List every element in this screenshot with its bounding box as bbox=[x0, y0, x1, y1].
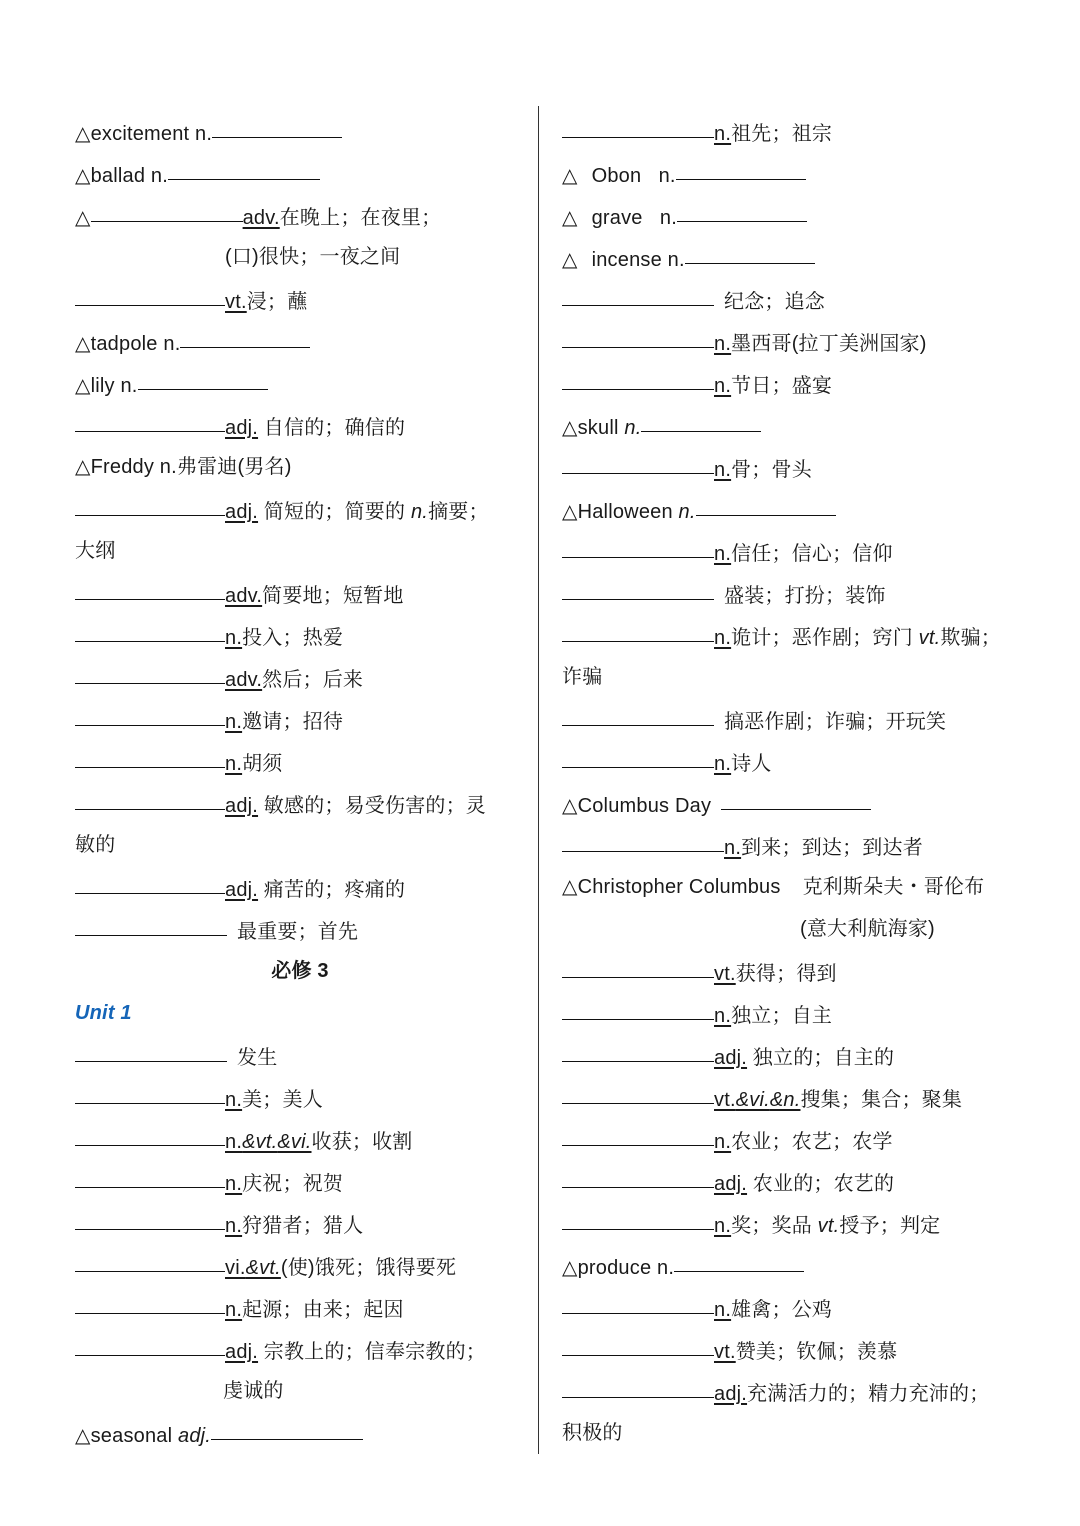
triangle-icon: △ bbox=[562, 876, 578, 898]
answer-blank[interactable] bbox=[212, 115, 342, 138]
vocab-row: vt.获得；得到 bbox=[562, 955, 837, 987]
answer-blank[interactable] bbox=[562, 1291, 714, 1314]
vocab-row: 积极的 bbox=[562, 1422, 623, 1444]
vocab-row: adj. 独立的；自主的 bbox=[562, 1039, 894, 1071]
vocab-row: n.诡计；恶作剧；窍门 vt.欺骗； bbox=[562, 619, 1001, 651]
section-title: 必修 3 bbox=[271, 960, 329, 982]
answer-blank[interactable] bbox=[75, 787, 225, 810]
answer-blank[interactable] bbox=[75, 1207, 225, 1230]
vocab-row: n.奖；奖品 vt.授予；判定 bbox=[562, 1207, 940, 1239]
answer-blank[interactable] bbox=[562, 703, 714, 726]
triangle-icon: △ bbox=[562, 1257, 578, 1279]
answer-blank[interactable] bbox=[75, 1291, 225, 1314]
answer-blank[interactable] bbox=[138, 367, 268, 390]
vocab-row: n.祖先；祖宗 bbox=[562, 115, 832, 147]
vocab-row: △produce n. bbox=[562, 1249, 804, 1281]
answer-blank[interactable] bbox=[562, 619, 714, 642]
answer-blank[interactable] bbox=[685, 241, 815, 264]
vocab-row: 盛装；打扮；装饰 bbox=[562, 577, 886, 609]
vocab-row: △seasonal adj. bbox=[75, 1417, 363, 1449]
vocab-row: adj. 简短的；简要的 n.摘要； bbox=[75, 493, 489, 525]
answer-blank[interactable] bbox=[562, 1333, 714, 1356]
vocab-row: △Christopher Columbus 克利斯朵夫・哥伦布 bbox=[562, 876, 985, 898]
vocab-row: n.墨西哥(拉丁美洲国家) bbox=[562, 325, 927, 357]
triangle-icon: △ bbox=[75, 333, 91, 355]
answer-blank[interactable] bbox=[562, 745, 714, 768]
vocab-row: adv.然后；后来 bbox=[75, 661, 363, 693]
vocab-row: △ Obon n. bbox=[562, 157, 806, 189]
vocab-row: vt.赞美；钦佩；羡慕 bbox=[562, 1333, 897, 1365]
answer-blank[interactable] bbox=[562, 1207, 714, 1230]
answer-blank[interactable] bbox=[168, 157, 320, 180]
vocab-row: adj. 痛苦的；疼痛的 bbox=[75, 871, 405, 903]
answer-blank[interactable] bbox=[696, 493, 836, 516]
answer-blank[interactable] bbox=[75, 1081, 225, 1104]
triangle-icon: △ bbox=[562, 207, 578, 229]
triangle-icon: △ bbox=[562, 165, 578, 187]
answer-blank[interactable] bbox=[562, 1081, 714, 1104]
vocab-row: adj. 农业的；农艺的 bbox=[562, 1165, 894, 1197]
answer-blank[interactable] bbox=[75, 913, 227, 936]
vocab-row: (意大利航海家) bbox=[800, 918, 935, 940]
answer-blank[interactable] bbox=[75, 1123, 225, 1146]
answer-blank[interactable] bbox=[75, 745, 225, 768]
vocab-row: adv.简要地；短暂地 bbox=[75, 577, 404, 609]
answer-blank[interactable] bbox=[75, 703, 225, 726]
vocab-row: △tadpole n. bbox=[75, 325, 310, 357]
vocab-row: △Freddy n.弗雷迪(男名) bbox=[75, 456, 292, 478]
answer-blank[interactable] bbox=[562, 535, 714, 558]
triangle-icon: △ bbox=[75, 165, 91, 187]
vocab-row: (口)很快；一夜之间 bbox=[225, 246, 401, 268]
answer-blank[interactable] bbox=[562, 451, 714, 474]
vocab-row: adj. 自信的；确信的 bbox=[75, 409, 405, 441]
answer-blank[interactable] bbox=[562, 367, 714, 390]
vocab-row: adj. 敏感的；易受伤害的；灵 bbox=[75, 787, 486, 819]
vocab-row: n.节日；盛宴 bbox=[562, 367, 832, 399]
vocab-row: n.到来；到达；到达者 bbox=[562, 829, 923, 861]
vocab-row: n.诗人 bbox=[562, 745, 772, 777]
vocab-row: 纪念；追念 bbox=[562, 283, 825, 315]
answer-blank[interactable] bbox=[75, 283, 225, 306]
vocab-row: n.狩猎者；猎人 bbox=[75, 1207, 363, 1239]
answer-blank[interactable] bbox=[75, 1039, 227, 1062]
vocab-row: △Halloween n. bbox=[562, 493, 836, 525]
answer-blank[interactable] bbox=[641, 409, 761, 432]
vocab-row: 虔诚的 bbox=[223, 1380, 284, 1402]
triangle-icon: △ bbox=[75, 1425, 91, 1447]
triangle-icon: △ bbox=[75, 207, 91, 229]
triangle-icon: △ bbox=[562, 417, 578, 439]
vocab-row: n.信任；信心；信仰 bbox=[562, 535, 893, 567]
vocab-row: 诈骗 bbox=[562, 666, 603, 688]
vocab-row: 大纲 bbox=[75, 540, 116, 562]
triangle-icon: △ bbox=[562, 249, 578, 271]
vocab-row: 敏的 bbox=[75, 834, 116, 856]
vocab-row: n.独立；自主 bbox=[562, 997, 832, 1029]
answer-blank[interactable] bbox=[677, 199, 807, 222]
vocab-row: n.&vt.&vi.收获；收割 bbox=[75, 1123, 413, 1155]
vocab-row: n.起源；由来；起因 bbox=[75, 1291, 404, 1323]
answer-blank[interactable] bbox=[676, 157, 806, 180]
vocab-row: n.农业；农艺；农学 bbox=[562, 1123, 893, 1155]
triangle-icon: △ bbox=[562, 795, 578, 817]
vocab-row: vt.&vi.&n.搜集；集合；聚集 bbox=[562, 1081, 962, 1113]
answer-blank[interactable] bbox=[562, 115, 714, 138]
answer-blank[interactable] bbox=[562, 829, 724, 852]
triangle-icon: △ bbox=[75, 123, 91, 145]
triangle-icon: △ bbox=[75, 375, 91, 397]
triangle-icon: △ bbox=[75, 456, 91, 478]
vocab-row: 最重要；首先 bbox=[75, 913, 358, 945]
vocab-row: n.美；美人 bbox=[75, 1081, 323, 1113]
vocab-row: adj. 宗教上的；信奉宗教的； bbox=[75, 1333, 486, 1365]
answer-blank[interactable] bbox=[75, 1165, 225, 1188]
answer-blank[interactable] bbox=[75, 1333, 225, 1356]
vocab-row: △Columbus Day bbox=[562, 787, 871, 819]
answer-blank[interactable] bbox=[91, 199, 243, 222]
column-divider bbox=[538, 106, 539, 1454]
answer-blank[interactable] bbox=[75, 493, 225, 516]
answer-blank[interactable] bbox=[75, 409, 225, 432]
answer-blank[interactable] bbox=[562, 997, 714, 1020]
vocab-row: n.投入；热爱 bbox=[75, 619, 343, 651]
vocab-row: △ incense n. bbox=[562, 241, 815, 273]
vocab-row: n.雄禽；公鸡 bbox=[562, 1291, 832, 1323]
vocab-row: △skull n. bbox=[562, 409, 761, 441]
answer-blank[interactable] bbox=[75, 1249, 225, 1272]
vocab-row: △ballad n. bbox=[75, 157, 320, 189]
answer-blank[interactable] bbox=[180, 325, 310, 348]
answer-blank[interactable] bbox=[721, 787, 871, 810]
unit-heading: Unit 1 bbox=[75, 1002, 132, 1024]
answer-blank[interactable] bbox=[75, 619, 225, 642]
answer-blank[interactable] bbox=[674, 1249, 804, 1272]
answer-blank[interactable] bbox=[562, 1165, 714, 1188]
triangle-icon: △ bbox=[562, 501, 578, 523]
answer-blank[interactable] bbox=[562, 1123, 714, 1146]
vocab-row: △ adv.在晚上；在夜里； bbox=[75, 199, 441, 231]
vocab-row: 发生 bbox=[75, 1039, 277, 1071]
vocab-row: vi.&vt.(使)饿死；饿得要死 bbox=[75, 1249, 456, 1281]
vocab-row: △excitement n. bbox=[75, 115, 342, 147]
vocab-row: n.胡须 bbox=[75, 745, 283, 777]
answer-blank[interactable] bbox=[562, 1375, 714, 1398]
answer-blank[interactable] bbox=[75, 577, 225, 600]
answer-blank[interactable] bbox=[75, 661, 225, 684]
answer-blank[interactable] bbox=[562, 1039, 714, 1062]
vocab-row: vt.浸；蘸 bbox=[75, 283, 307, 315]
vocab-row: n.庆祝；祝贺 bbox=[75, 1165, 343, 1197]
answer-blank[interactable] bbox=[562, 325, 714, 348]
answer-blank[interactable] bbox=[562, 955, 714, 978]
vocab-row: △ grave n. bbox=[562, 199, 807, 231]
vocab-row: 搞恶作剧；诈骗；开玩笑 bbox=[562, 703, 946, 735]
vocab-row: △lily n. bbox=[75, 367, 268, 399]
answer-blank[interactable] bbox=[75, 871, 225, 894]
answer-blank[interactable] bbox=[562, 577, 714, 600]
answer-blank[interactable] bbox=[211, 1417, 363, 1440]
answer-blank[interactable] bbox=[562, 283, 714, 306]
vocab-row: n.邀请；招待 bbox=[75, 703, 343, 735]
vocab-row: adj.充满活力的；精力充沛的； bbox=[562, 1375, 989, 1407]
vocab-row: n.骨；骨头 bbox=[562, 451, 812, 483]
